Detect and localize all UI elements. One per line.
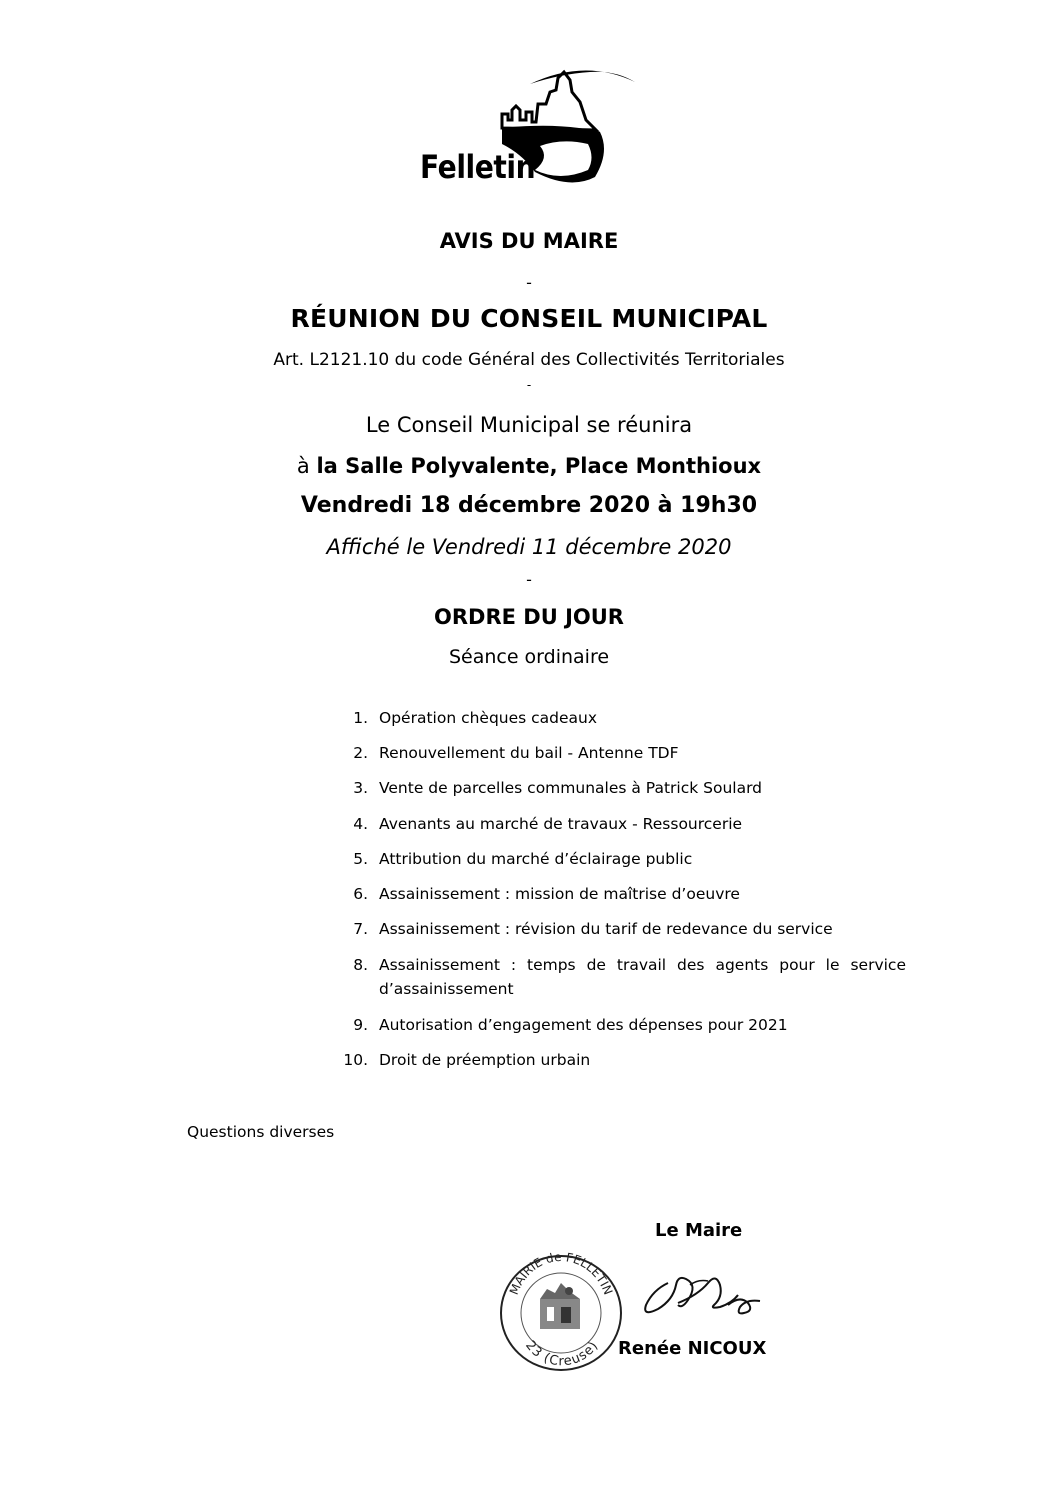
agenda-title: ORDRE DU JOUR [434, 605, 624, 629]
place-prefix: à [296, 454, 317, 478]
item-number: 3. [353, 779, 368, 797]
other-questions: Questions diverses [187, 1123, 335, 1141]
seal-stamp-icon [495, 1233, 625, 1373]
item-text: Renouvellement du bail - Antenne TDF [379, 744, 679, 762]
separator: - [526, 273, 532, 292]
handwritten-signature-icon [628, 1265, 778, 1325]
meeting-intro: Le Conseil Municipal se réunira [365, 413, 693, 437]
page-title: RÉUNION DU CONSEIL MUNICIPAL [290, 304, 768, 333]
item-number: 1. [353, 709, 368, 727]
item-number: 2. [353, 744, 368, 762]
item-text: Assainissement : mission de maîtrise d’oeuvre [379, 885, 740, 903]
separator: - [526, 378, 532, 392]
item-text: Assainissement : temps de travail des agents pour le service d’assainissement [379, 956, 906, 998]
item-text: Droit de préemption urbain [379, 1051, 591, 1069]
signatory-title: Le Maire [655, 1220, 743, 1241]
mayor-signature [628, 1265, 778, 1325]
posted-date: Affiché le Vendredi 11 décembre 2020 [326, 535, 732, 559]
item-number: 7. [353, 920, 368, 938]
item-number: 5. [353, 850, 368, 868]
item-number: 6. [353, 885, 368, 903]
signatory-name: Renée NICOUX [618, 1338, 767, 1359]
svg-text:MAIRIE de FELLETIN: MAIRIE de FELLETIN [506, 1249, 616, 1297]
item-number: 10. [343, 1051, 368, 1069]
notice-heading: AVIS DU MAIRE [439, 229, 619, 253]
agenda-subtitle: Séance ordinaire [448, 646, 610, 668]
separator: - [526, 570, 532, 589]
item-number: 4. [353, 815, 368, 833]
item-text: Vente de parcelles communales à Patrick Soulard [379, 779, 763, 797]
svg-text:23 (Creuse): 23 (Creuse) [522, 1338, 602, 1370]
item-number: 9. [353, 1016, 368, 1034]
town-hall-seal [495, 1233, 625, 1373]
item-text: Autorisation d’engagement des dépenses pour 2021 [379, 1016, 788, 1034]
item-text: Opération chèques cadeaux [379, 709, 598, 727]
legal-article: Art. L2121.10 du code Général des Collectivités Territoriales [273, 350, 785, 370]
meeting-date: Vendredi 18 décembre 2020 à 19h30 [300, 493, 758, 518]
item-text: Attribution du marché d’éclairage public [379, 850, 693, 868]
felletin-logo [410, 62, 650, 192]
meeting-place-line [0, 454, 1058, 478]
item-number: 8. [353, 956, 368, 974]
item-text: Assainissement : révision du tarif de redevance du service [379, 920, 833, 938]
meeting-place: la Salle Polyvalente, Place Monthioux [316, 454, 762, 478]
item-text: Avenants au marché de travaux - Ressourcerie [379, 815, 743, 833]
logo-text: Felletin [420, 148, 536, 186]
